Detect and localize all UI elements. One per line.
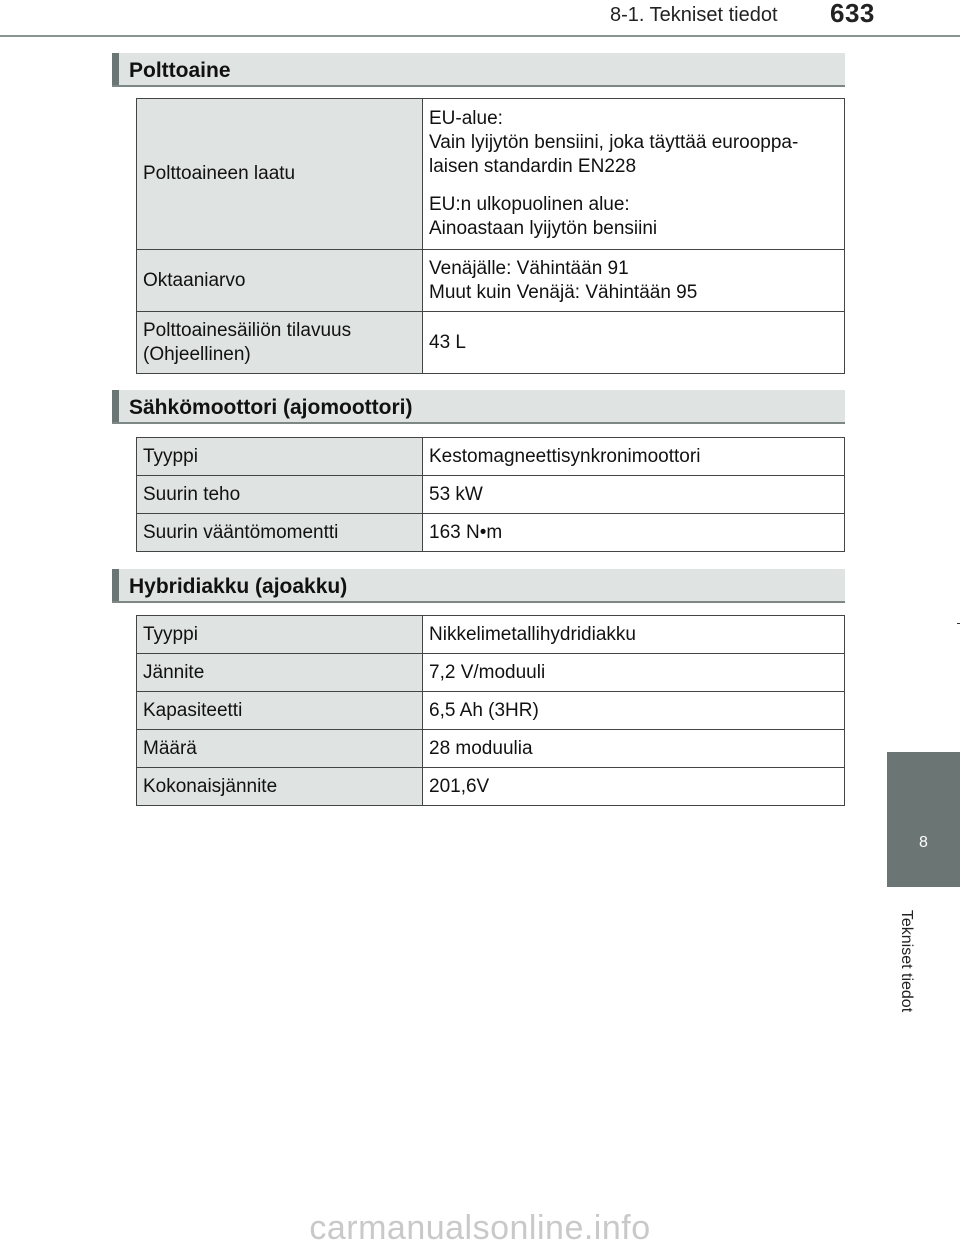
tank-label-line: Polttoainesäiliön tilavuus xyxy=(143,319,352,341)
non-eu-text: Ainoastaan lyijytön bensiini xyxy=(429,218,658,239)
eu-title: EU-alue: xyxy=(429,108,503,129)
table-row xyxy=(137,438,845,476)
spec-value: Nikkelimetallihydridiakku xyxy=(423,616,845,654)
spec-value: Kestomagneettisynkronimoottori xyxy=(423,438,845,476)
table-row xyxy=(137,99,845,250)
tank-label-line: (Ohjeellinen) xyxy=(143,343,251,365)
table-row xyxy=(137,768,845,806)
spec-label: Polttoaineen laatu xyxy=(137,99,423,250)
watermark-text: carmanualsonline.info xyxy=(309,1209,651,1247)
spec-label: Määrä xyxy=(137,730,423,768)
octane-line: Muut kuin Venäjä: Vähintään 95 xyxy=(429,281,698,303)
running-header-title: 8-1. Tekniset tiedot xyxy=(610,4,778,26)
heading-accent-bar xyxy=(112,390,119,422)
spec-label: Oktaaniarvo xyxy=(137,250,423,312)
table-row xyxy=(137,730,845,768)
non-eu-title: EU:n ulkopuolinen alue: xyxy=(429,194,630,215)
spec-label: Suurin teho xyxy=(137,476,423,514)
spec-value: 7,2 V/moduuli xyxy=(423,654,845,692)
battery-spec-table xyxy=(136,615,845,806)
section-heading-battery xyxy=(112,569,845,603)
chapter-number: 8 xyxy=(919,834,928,851)
table-row xyxy=(137,616,845,654)
header-divider xyxy=(0,35,960,37)
eu-text: Vain lyijytön bensiini, joka täyttää eurooppa-laisen standardin EN228 xyxy=(429,132,799,177)
spec-value-octane xyxy=(423,250,845,312)
spec-label-tank xyxy=(137,312,423,374)
spec-value: 163 N•m xyxy=(423,514,845,552)
spec-value: 201,6V xyxy=(423,768,845,806)
spec-value: 6,5 Ah (3HR) xyxy=(423,692,845,730)
chapter-label: Tekniset tiedot xyxy=(898,909,915,1013)
spec-label: Tyyppi xyxy=(137,438,423,476)
chapter-tab xyxy=(887,752,960,887)
heading-accent-bar xyxy=(112,53,119,85)
spec-label: Jännite xyxy=(137,654,423,692)
octane-line: Venäjälle: Vähintään 91 xyxy=(429,257,629,279)
page-number: 633 xyxy=(830,0,875,28)
section-heading-motor xyxy=(112,390,845,424)
spec-value: 43 L xyxy=(423,312,845,374)
heading-accent-bar xyxy=(112,569,119,601)
spec-value: 53 kW xyxy=(423,476,845,514)
spec-label: Kapasiteetti xyxy=(137,692,423,730)
spec-label: Tyyppi xyxy=(137,616,423,654)
motor-spec-table xyxy=(136,437,845,552)
spec-value: 28 moduulia xyxy=(423,730,845,768)
table-row xyxy=(137,692,845,730)
section-heading-fuel xyxy=(112,53,845,87)
section-title: Hybridiakku (ajoakku) xyxy=(129,575,348,598)
table-row xyxy=(137,476,845,514)
table-row xyxy=(137,312,845,374)
fuel-spec-table xyxy=(136,98,845,374)
section-title: Sähkömoottori (ajomoottori) xyxy=(129,396,413,419)
spec-label: Kokonaisjännite xyxy=(137,768,423,806)
table-row xyxy=(137,514,845,552)
table-row xyxy=(137,250,845,312)
spec-label: Suurin vääntömomentti xyxy=(137,514,423,552)
table-row xyxy=(137,654,845,692)
section-title: Polttoaine xyxy=(129,59,231,82)
spec-value-fuel-quality xyxy=(423,99,845,250)
